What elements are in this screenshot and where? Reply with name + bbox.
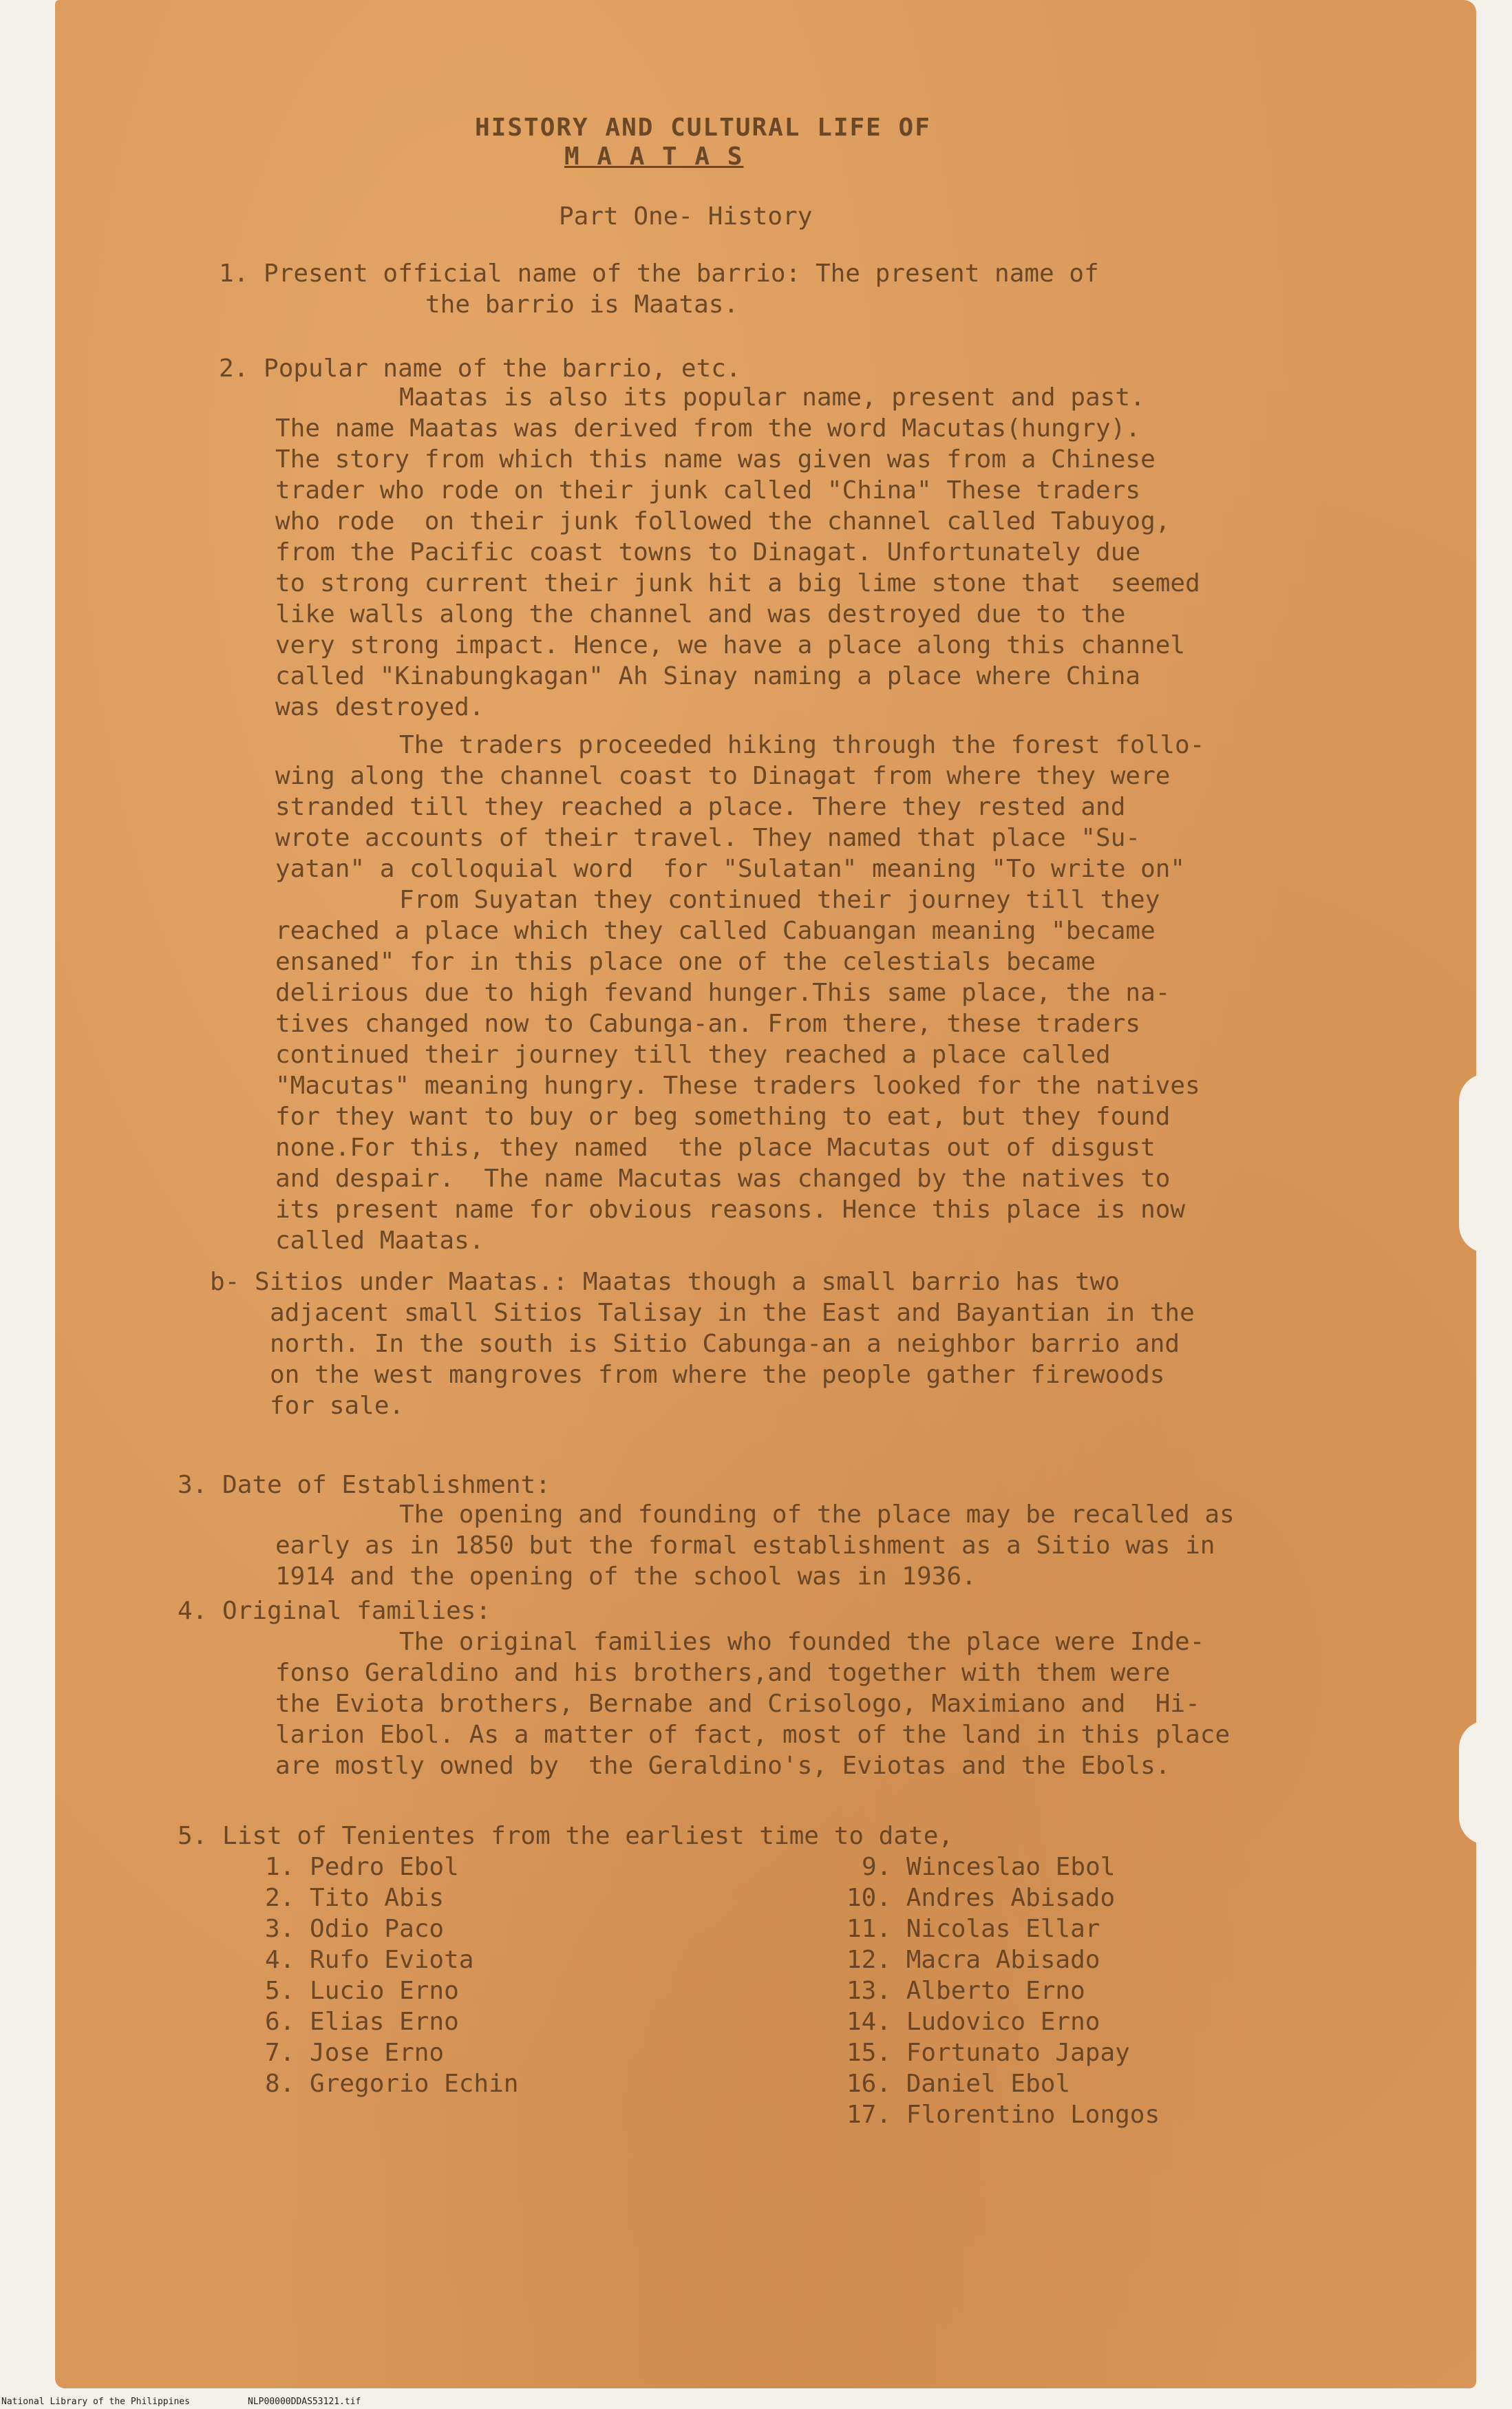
item5-heading: 5. List of Tenientes from the earliest time to date,	[178, 1822, 954, 1850]
list-item: 15. Fortunato Japay	[846, 2039, 1130, 2067]
text-line: b- Sitios under Maatas.: Maatas though a small barrio has two	[210, 1268, 1120, 1296]
text-line: yatan" a colloquial word for "Sulatan" meaning "To write on"	[275, 855, 1186, 883]
text-line: like walls along the channel and was destroyed due to the	[275, 600, 1126, 628]
item2-sitios	[210, 1266, 1195, 1421]
text-line: from the Pacific coast towns to Dinagat. Unfortunately due	[275, 538, 1141, 566]
text-line: Maatas is also its popular name, present and past.	[399, 383, 1145, 412]
text-line: From Suyatan they continued their journey till they	[399, 886, 1160, 914]
part-heading: Part One- History	[559, 202, 813, 231]
library-credit: National Library of the Philippines	[1, 2397, 190, 2407]
text-line: who rode on their junk followed the channel called Tabuyog,	[275, 507, 1171, 535]
text-line: very strong impact. Hence, we have a place along this channel	[275, 631, 1186, 659]
item3-heading: 3. Date of Establishment:	[178, 1471, 551, 1499]
text-line: wing along the channel coast to Dinagat from where they were	[275, 762, 1171, 790]
scan-footer	[0, 2397, 1512, 2409]
document-title: HISTORY AND CULTURAL LIFE OF	[475, 114, 931, 142]
text-line: stranded till they reached a place. There they rested and	[275, 793, 1126, 821]
text-line: called Maatas.	[275, 1227, 485, 1255]
item1-line2: the barrio is Maatas.	[425, 290, 739, 319]
list-item: 8. Gregorio Echin	[265, 2070, 519, 2098]
item2-heading: 2. Popular name of the barrio, etc.	[219, 354, 741, 383]
list-item: 4. Rufo Eviota	[265, 1946, 474, 1974]
text-line: delirious due to high fevand hunger.This same place, the na-	[275, 979, 1171, 1007]
text-line: continued their journey till they reached a place called	[275, 1041, 1111, 1069]
item2-paragraph-3	[275, 884, 1200, 1256]
list-item: 7. Jose Erno	[265, 2039, 445, 2067]
text-line: on the west mangroves from where the people gather firewoods	[270, 1361, 1165, 1389]
list-item: 1. Pedro Ebol	[265, 1853, 459, 1881]
document-title-barrio: M A A T A S	[564, 142, 744, 171]
text-line: for they want to buy or beg something to eat, but they found	[275, 1103, 1171, 1131]
text-line: for sale.	[270, 1392, 405, 1420]
text-line: trader who rode on their junk called "China" These traders	[275, 476, 1141, 505]
text-line: adjacent small Sitios Talisay in the East and Bayantian in the	[270, 1299, 1195, 1327]
text-line: none.For this, they named the place Macutas out of disgust	[275, 1134, 1156, 1162]
text-line: The original families who founded the place were Inde-	[399, 1628, 1205, 1656]
list-item: 17. Florentino Longos	[846, 2101, 1160, 2129]
list-item: 12. Macra Abisado	[846, 1946, 1100, 1974]
text-line: north. In the south is Sitio Cabunga-an a neighbor barrio and	[270, 1330, 1180, 1358]
list-item: 9. Winceslao Ebol	[862, 1853, 1116, 1881]
list-item: 10. Andres Abisado	[846, 1884, 1116, 1912]
text-line: the Eviota brothers, Bernabe and Crisologo, Maximiano and Hi-	[275, 1690, 1200, 1718]
text-line: wrote accounts of their travel. They named that place "Su-	[275, 824, 1141, 852]
text-line: to strong current their junk hit a big lime stone that seemed	[275, 569, 1200, 597]
text-line: fonso Geraldino and his brothers,and together with them were	[275, 1659, 1171, 1687]
page-edge-tear	[1459, 1074, 1500, 1253]
text-line: The traders proceeded hiking through the forest follo-	[399, 731, 1205, 759]
list-item: 5. Lucio Erno	[265, 1977, 459, 2005]
list-item: 2. Tito Abis	[265, 1884, 445, 1912]
text-line: its present name for obvious reasons. Hence this place is now	[275, 1196, 1186, 1224]
text-line: "Macutas" meaning hungry. These traders looked for the natives	[275, 1072, 1200, 1100]
text-line: called "Kinabungkagan" Ah Sinay naming a place where China	[275, 662, 1141, 690]
tenientes-list-col1	[265, 1851, 518, 2099]
item4-heading: 4. Original families:	[178, 1597, 491, 1625]
list-item: 3. Odio Paco	[265, 1915, 445, 1943]
text-line: The name Maatas was derived from the word Macutas(hungry).	[275, 414, 1141, 443]
text-line: was destroyed.	[275, 693, 485, 721]
text-line: The opening and founding of the place may be recalled as	[399, 1500, 1235, 1529]
item3-body	[275, 1499, 1235, 1592]
item4-body	[275, 1626, 1230, 1781]
text-line: tives changed now to Cabunga-an. From there, these traders	[275, 1010, 1141, 1038]
text-line: early as in 1850 but the formal establishment as a Sitio was in	[275, 1531, 1215, 1560]
list-item: 11. Nicolas Ellar	[846, 1915, 1100, 1943]
text-line: are mostly owned by the Geraldino's, Eviotas and the Ebols.	[275, 1752, 1171, 1780]
list-item: 14. Ludovico Erno	[846, 2008, 1100, 2036]
item1-line1: 1. Present official name of the barrio: The present name of	[219, 259, 1099, 288]
page-edge-tear	[1459, 1721, 1500, 1845]
text-line: ensaned" for in this place one of the celestials became	[275, 948, 1096, 976]
text-line: reached a place which they called Cabuangan meaning "became	[275, 917, 1156, 945]
text-line: The story from which this name was given was from a Chinese	[275, 445, 1156, 474]
list-item: 16. Daniel Ebol	[846, 2070, 1071, 2098]
list-item: 6. Elias Erno	[265, 2008, 459, 2036]
tenientes-list-col2	[846, 1851, 1160, 2130]
item2-paragraph-2	[275, 730, 1204, 884]
item2-paragraph-1	[275, 382, 1200, 723]
text-line: larion Ebol. As a matter of fact, most of the land in this place	[275, 1721, 1231, 1749]
text-line: 1914 and the opening of the school was in 1936.	[275, 1562, 977, 1591]
list-item: 13. Alberto Erno	[846, 1977, 1085, 2005]
file-name: NLP00000DDAS53121.tif	[248, 2397, 361, 2407]
text-line: and despair. The name Macutas was changed by the natives to	[275, 1165, 1171, 1193]
